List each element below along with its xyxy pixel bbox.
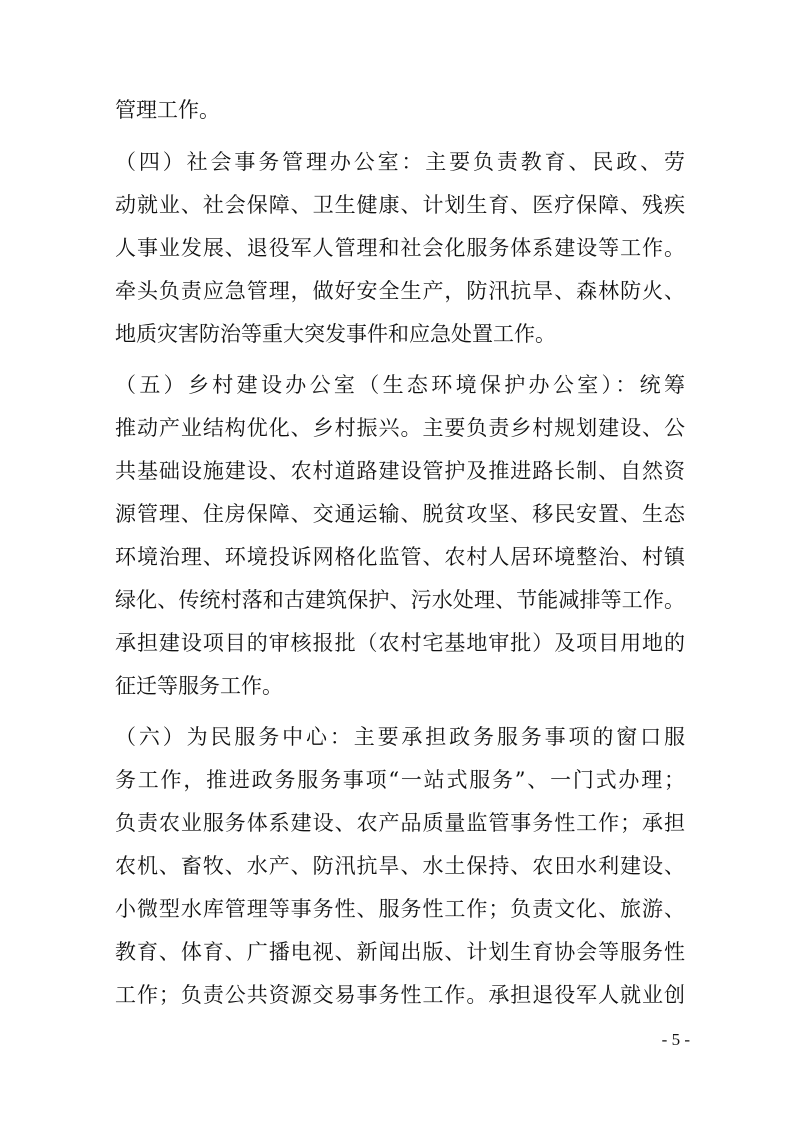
- paragraph-4-line: 地质灾害防治等重大突发事件和应急处置工作。: [115, 322, 556, 346]
- paragraph-6-line: 农机、畜牧、水产、防汛抗旱、水土保持、农田水利建设、: [115, 854, 685, 878]
- paragraph-5-line: 共基础设施建设、农村道路建设管护及推进路长制、自然资: [115, 459, 685, 483]
- paragraph-5-line: 承担建设项目的审核报批（农村宅基地审批）及项目用地的: [115, 631, 685, 655]
- paragraph-6-line: 小微型水库管理等事务性、服务性工作；负责文化、旅游、: [115, 897, 685, 921]
- paragraph-6-line: （六）为民服务中心：主要承担政务服务事项的窗口服: [115, 725, 685, 749]
- paragraph-4-line: （四）社会事务管理办公室：主要负责教育、民政、劳: [115, 150, 685, 174]
- paragraph-5-line: 源管理、住房保障、交通运输、脱贫攻坚、移民安置、生态: [115, 502, 685, 526]
- paragraph-4-line: 人事业发展、退役军人管理和社会化服务体系建设等工作。: [115, 236, 685, 260]
- paragraph-6-line: 工作；负责公共资源交易事务性工作。承担退役军人就业创: [115, 983, 685, 1007]
- paragraph-6-line: 务工作，推进政务服务事项“一站式服务”、一门式办理；: [115, 768, 685, 792]
- paragraph-5-line: 征迁等服务工作。: [115, 674, 283, 698]
- paragraph-5-line: （五）乡村建设办公室（生态环境保护办公室）：统筹: [115, 373, 685, 397]
- paragraph-5-line: 环境治理、环境投诉网格化监管、农村人居环境整治、村镇: [115, 545, 685, 569]
- paragraph-6-line: 负责农业服务体系建设、农产品质量监管事务性工作；承担: [115, 811, 685, 835]
- text-line: 管理工作。: [115, 98, 220, 122]
- paragraph-4-line: 动就业、社会保障、卫生健康、计划生育、医疗保障、残疾: [115, 193, 685, 217]
- paragraph-5-line: 绿化、传统村落和古建筑保护、污水处理、节能减排等工作。: [115, 588, 685, 612]
- paragraph-4-line: 牵头负责应急管理，做好安全生产，防汛抗旱、森林防火、: [115, 279, 685, 303]
- paragraph-6-line: 教育、体育、广播电视、新闻出版、计划生育协会等服务性: [115, 940, 685, 964]
- paragraph-5-line: 推动产业结构优化、乡村振兴。主要负责乡村规划建设、公: [115, 416, 685, 440]
- page-number: - 5 -: [661, 1030, 690, 1049]
